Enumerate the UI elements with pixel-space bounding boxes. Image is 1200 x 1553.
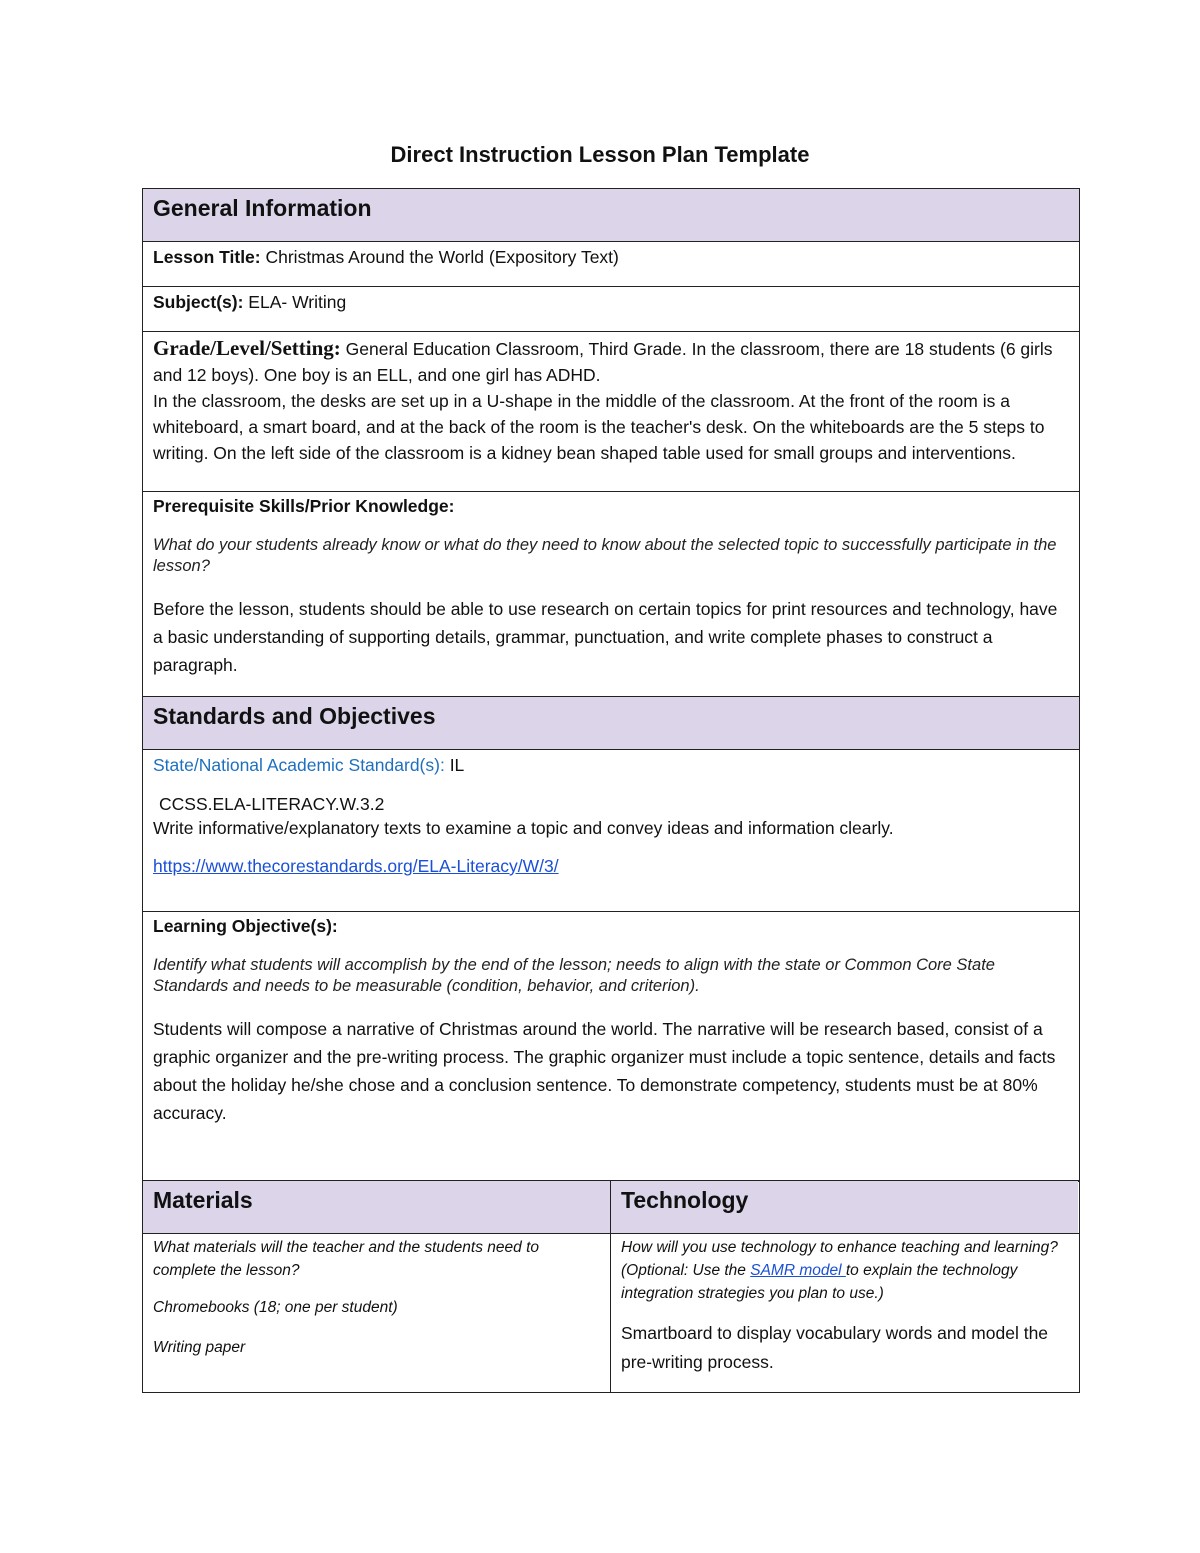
technology-prompt: [621, 1236, 1068, 1305]
prerequisite-text: Before the lesson, students should be able to use research on certain topics for print resources and technology, have a basic understanding of supporting details, grammar, punctuation, and write complete phases to construct a paragraph.: [153, 599, 1058, 675]
standard-label: State/National Academic Standard(s):: [153, 755, 445, 775]
technology-header: Technology: [611, 1181, 1078, 1233]
standards-objectives-section: [142, 696, 1080, 1182]
technology-cell: [611, 1234, 1078, 1392]
subject-label: Subject(s):: [153, 292, 244, 312]
grade-level-setting-row: [143, 331, 1079, 491]
materials-cell: [143, 1234, 611, 1392]
technology-text: Smartboard to display vocabulary words and model the pre-writing process.: [621, 1323, 1049, 1372]
page-title: Direct Instruction Lesson Plan Template: [390, 142, 810, 167]
standard-line: [153, 755, 1069, 776]
prerequisite-label: Prerequisite Skills/Prior Knowledge:: [153, 496, 455, 516]
general-information-section: [142, 188, 1080, 697]
grade-text-1: General Education Classroom, Third Grade. In the classroom, there are 18 students (6 girls and 12 boys). One boy is an ELL, and one girl has ADHD.: [153, 339, 1053, 385]
technology-prompt-part-1: How will you use technology to enhance teaching and learning? (Optional: Use the: [621, 1239, 1058, 1279]
general-information-header: General Information: [143, 189, 1079, 241]
materials-technology-header-row: [143, 1181, 1079, 1234]
standard-code: CCSS.ELA-LITERACY.W.3.2: [159, 794, 385, 814]
technology-prompt-part-2: to explain the technology integration strategies you plan to use.): [621, 1262, 1018, 1302]
standards-row: [143, 749, 1079, 911]
standard-description: Write informative/explanatory texts to examine a topic and convey ideas and information clearly.: [153, 818, 894, 838]
learning-objective-prompt: Identify what students will accomplish by the end of the lesson; needs to align with the state or Common Core State Standards and needs to be measurable (condition, behavior, and criterion).: [153, 956, 995, 995]
learning-objective-label: Learning Objective(s):: [153, 916, 338, 936]
samr-model-link[interactable]: SAMR model: [750, 1262, 846, 1279]
grade-paragraph-1: [153, 335, 1069, 388]
materials-item-chromebooks: Chromebooks (18; one per student): [153, 1299, 398, 1316]
materials-technology-body-row: [143, 1234, 1079, 1392]
standard-state: IL: [444, 755, 465, 775]
standards-objectives-header: Standards and Objectives: [143, 696, 1079, 749]
subject-row: [143, 286, 1079, 331]
grade-text-2: In the classroom, the desks are set up in a U-shape in the middle of the classroom. At the front of the room is a whiteboard, a smart board, and at the back of the room is the teacher's desk. On the whiteboards are the 5 steps to writing. On the left side of the classroom is a kidney bean shaped table used for small groups and interventions.: [153, 391, 1045, 463]
materials-header: Materials: [143, 1181, 611, 1233]
learning-objective-text: Students will compose a narrative of Christmas around the world. The narrative will be research based, consist of a graphic organizer and the pre-writing process. The graphic organizer must include a topic sentence, details and facts about the holiday he/she chose and a conclusion sentence. To demonstrate competency, students must be at 80% accuracy.: [153, 1019, 1056, 1123]
learning-objective-row: [143, 911, 1079, 1181]
grade-label: Grade/Level/Setting:: [153, 336, 341, 360]
standard-link[interactable]: https://www.thecorestandards.org/ELA-Literacy/W/3/: [153, 856, 559, 876]
materials-technology-section: [142, 1180, 1080, 1393]
subject-value: ELA- Writing: [243, 292, 347, 312]
lesson-title-value: Christmas Around the World (Expository Text): [260, 247, 619, 267]
materials-prompt: What materials will the teacher and the students need to complete the lesson?: [153, 1239, 539, 1279]
prerequisite-prompt: What do your students already know or what do they need to know about the selected topic to successfully participate in the lesson?: [153, 536, 1057, 575]
lesson-title-label: Lesson Title:: [153, 247, 261, 267]
prerequisite-row: [143, 491, 1079, 696]
lesson-title-row: [143, 241, 1079, 286]
materials-item-writing-paper: Writing paper: [153, 1339, 246, 1356]
